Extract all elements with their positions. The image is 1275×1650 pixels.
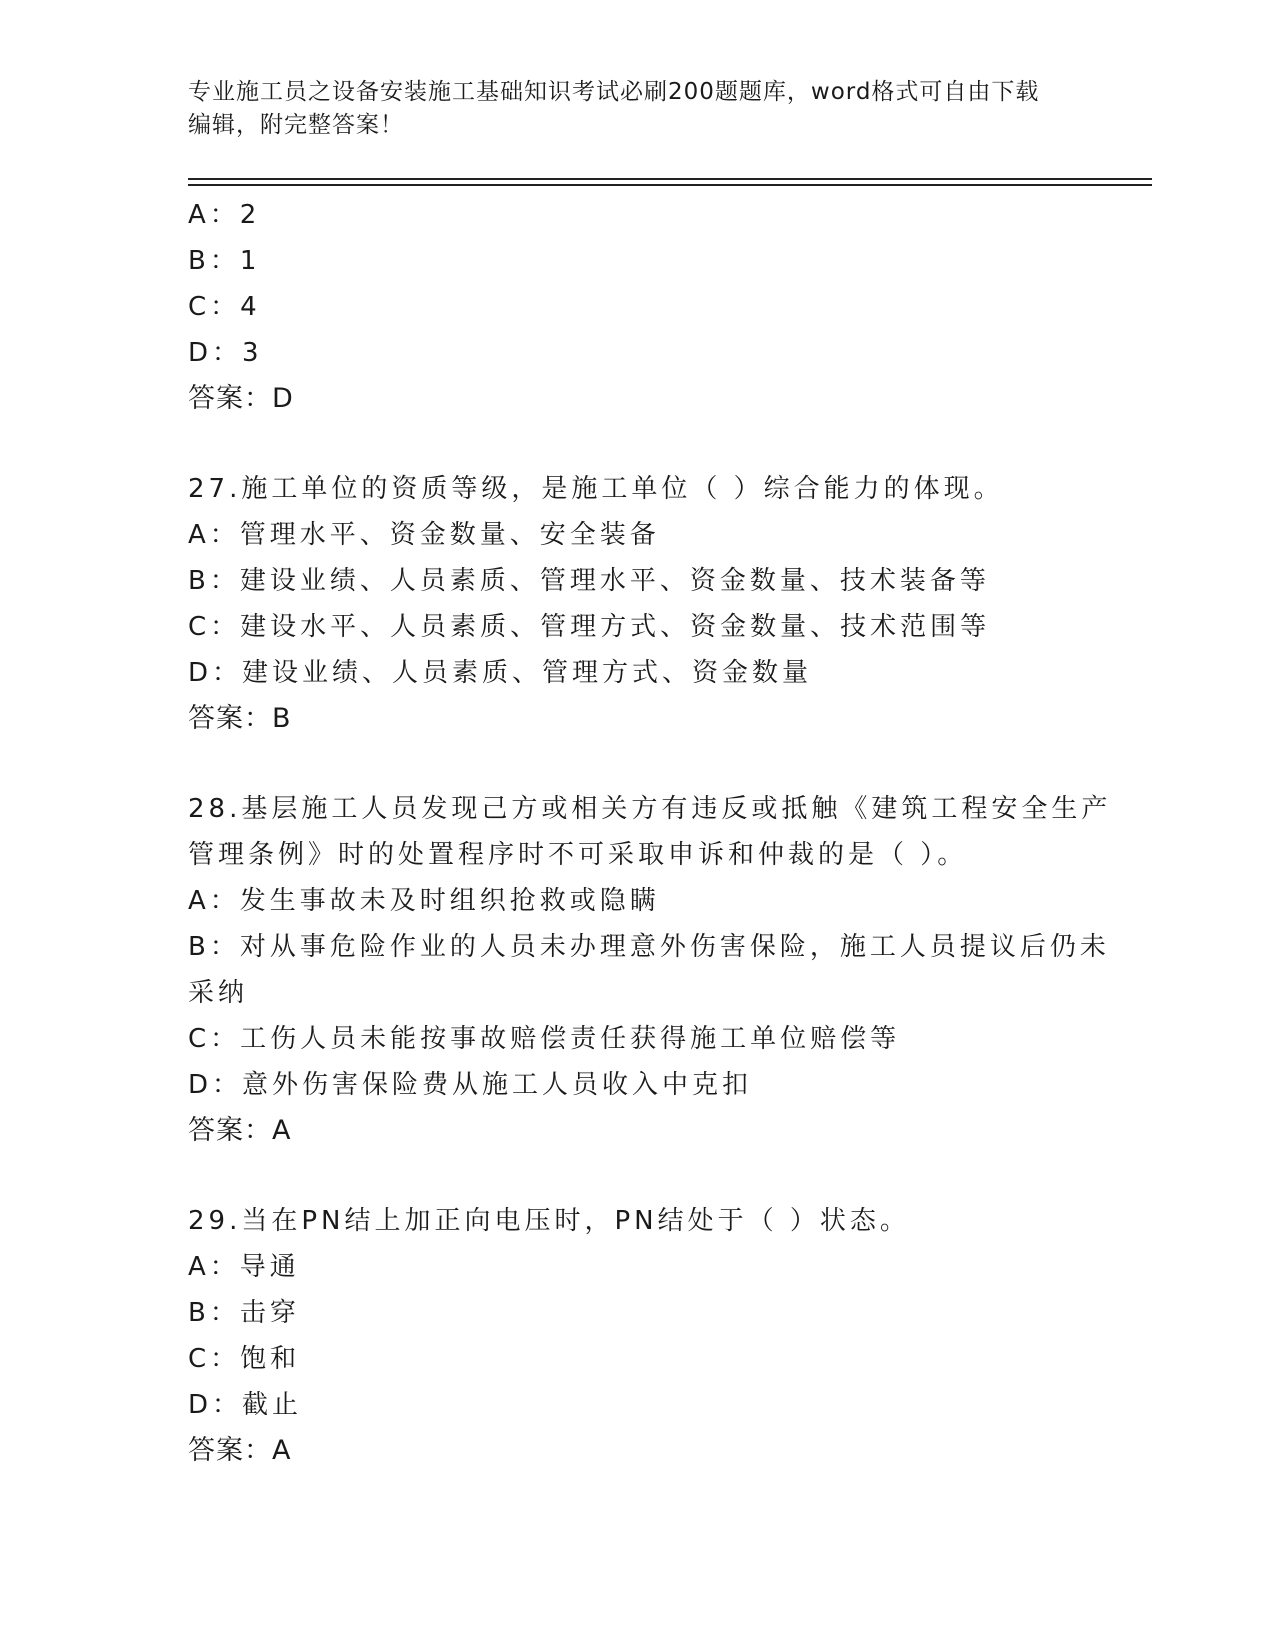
spacer bbox=[188, 1154, 1088, 1198]
option-b-continued: 采纳 bbox=[188, 978, 249, 1008]
document-header bbox=[188, 76, 1088, 142]
question-list bbox=[188, 192, 1112, 1474]
option-b: B：对从事危险作业的人员未办理意外伤害保险，施工人员提议后仍未 bbox=[188, 932, 1110, 962]
option-c: C：饱和 bbox=[188, 1344, 301, 1374]
option-c: C：4 bbox=[188, 292, 261, 322]
option-a: A：2 bbox=[188, 200, 261, 230]
answer-line: 答案：B bbox=[188, 703, 292, 734]
answer-line: 答案：A bbox=[188, 1435, 292, 1466]
answer-line: 答案：A bbox=[188, 1115, 292, 1146]
question-text: 29.当在PN结上加正向电压时，PN结处于（ ）状态。 bbox=[188, 1206, 910, 1236]
option-d: D：截止 bbox=[188, 1390, 303, 1420]
option-d: D：3 bbox=[188, 338, 263, 368]
header-line-2: 编辑，附完整答案！ bbox=[188, 112, 404, 138]
option-d: D：意外伤害保险费从施工人员收入中克扣 bbox=[188, 1070, 753, 1100]
question-block-28 bbox=[188, 786, 1112, 1154]
question-text-line-2: 管理条例》时的处置程序时不可采取申诉和仲裁的是（ ）。 bbox=[188, 840, 968, 870]
question-text: 27.施工单位的资质等级，是施工单位（ ）综合能力的体现。 bbox=[188, 474, 1004, 504]
question-text-line-1: 28.基层施工人员发现己方或相关方有违反或抵触《建筑工程安全生产 bbox=[188, 794, 1112, 824]
option-a: A：导通 bbox=[188, 1252, 300, 1282]
header-line-1: 专业施工员之设备安装施工基础知识考试必刷200题题库，word格式可自由下载 bbox=[188, 79, 1040, 105]
question-block-27 bbox=[188, 466, 1088, 742]
option-c: C：工伤人员未能按事故赔偿责任获得施工单位赔偿等 bbox=[188, 1024, 901, 1054]
option-b: B：击穿 bbox=[188, 1298, 300, 1328]
question-block-29 bbox=[188, 1198, 1088, 1474]
option-a: A：管理水平、资金数量、安全装备 bbox=[188, 520, 660, 550]
header-rule-bottom bbox=[188, 184, 1152, 186]
header-rule-top bbox=[188, 178, 1152, 180]
spacer bbox=[188, 422, 1088, 466]
option-c: C：建设水平、人员素质、管理方式、资金数量、技术范围等 bbox=[188, 612, 991, 642]
option-b: B：1 bbox=[188, 246, 261, 276]
question-block-partial bbox=[188, 192, 1088, 422]
option-b: B：建设业绩、人员素质、管理水平、资金数量、技术装备等 bbox=[188, 566, 990, 596]
option-d: D：建设业绩、人员素质、管理方式、资金数量 bbox=[188, 658, 813, 688]
answer-line: 答案：D bbox=[188, 383, 294, 414]
spacer bbox=[188, 742, 1088, 786]
option-a: A：发生事故未及时组织抢救或隐瞒 bbox=[188, 886, 660, 916]
